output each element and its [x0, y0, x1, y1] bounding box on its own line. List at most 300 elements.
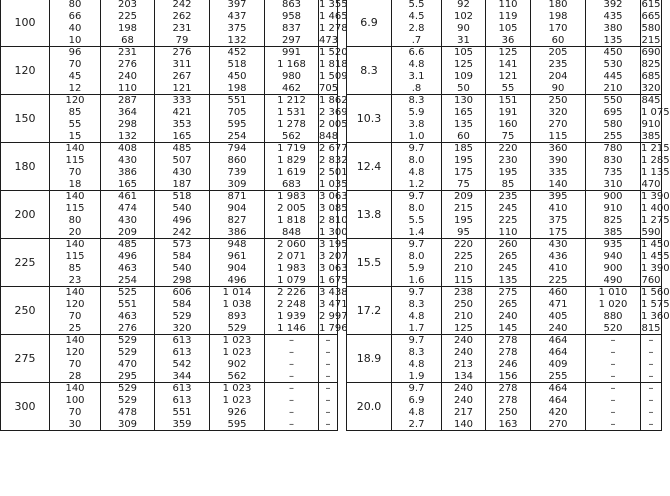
- table-cell-value: 5.9: [408, 107, 425, 118]
- table-cell-value: 690: [641, 47, 661, 58]
- table-cell-value: 276: [172, 47, 192, 58]
- table-cell-value: 462: [281, 83, 302, 94]
- table-cell-value: 485: [172, 143, 192, 154]
- table-cell-value: –: [610, 407, 616, 418]
- table-cell-value: 902: [227, 359, 247, 370]
- value-column-cell: [210, 383, 265, 431]
- table-cell-value: 3 195: [319, 239, 348, 250]
- table-cell-value: 1 829: [277, 155, 306, 166]
- table-cell-value: 408: [117, 143, 138, 154]
- table-cell-value: 385: [641, 131, 661, 142]
- table-cell-value: 695: [603, 107, 623, 118]
- table-cell-value: 863: [281, 0, 302, 10]
- table-cell-value: 375: [227, 23, 247, 34]
- value-column-cell: [442, 287, 486, 335]
- table-cell-value: 1 390: [641, 263, 670, 274]
- table-cell-value: 364: [117, 107, 138, 118]
- table-cell-value: 405: [548, 311, 568, 322]
- table-cell-value: 265: [498, 251, 518, 262]
- table-cell-value: 8.0: [408, 155, 425, 166]
- table-cell-value: 437: [227, 11, 247, 22]
- table-cell-value: –: [648, 419, 654, 430]
- table-cell-value: 215: [453, 203, 474, 214]
- table-cell-value: 562: [281, 131, 302, 142]
- left-group-row: [1, 287, 338, 335]
- value-column-cell: [50, 191, 101, 239]
- table-cell-value: 827: [227, 215, 247, 226]
- table-cell-value: 2 248: [277, 299, 306, 310]
- table-cell-value: 353: [172, 119, 192, 130]
- table-cell-value: 386: [227, 227, 247, 238]
- table-cell-value: 1 619: [277, 167, 306, 178]
- table-cell-value: 860: [227, 155, 247, 166]
- table-cell-value: 2 677: [319, 143, 348, 154]
- table-cell-value: 375: [548, 215, 568, 226]
- table-cell-value: 529: [172, 311, 192, 322]
- table-cell-value: –: [289, 407, 294, 418]
- value-column-cell: [101, 95, 155, 143]
- table-cell-value: 198: [548, 11, 568, 22]
- value-column-cell: [641, 95, 670, 143]
- value-column-cell: [210, 335, 265, 383]
- table-cell-value: 445: [603, 71, 623, 82]
- value-column-cell: [442, 143, 486, 191]
- group-label: 180: [1, 143, 50, 191]
- value-column-cell: [531, 383, 586, 431]
- value-column-cell: [486, 287, 531, 335]
- table-cell-value: 1 796: [319, 323, 348, 334]
- table-cell-value: 205: [548, 47, 568, 58]
- table-cell-value: 191: [498, 107, 518, 118]
- table-cell-value: 140: [65, 239, 85, 250]
- table-cell-value: 1 355: [319, 0, 348, 10]
- table-cell-value: 125: [453, 59, 474, 70]
- table-cell-value: 380: [603, 23, 623, 34]
- table-cell-value: 420: [548, 407, 568, 418]
- table-cell-value: –: [648, 347, 654, 358]
- value-column-cell: [319, 335, 338, 383]
- table-cell-value: 1.7: [408, 323, 425, 334]
- table-cell-value: 125: [453, 323, 474, 334]
- value-column-cell: [392, 191, 442, 239]
- value-column-cell: [392, 95, 442, 143]
- value-column-cell: [641, 143, 670, 191]
- value-column-cell: [531, 239, 586, 287]
- table-cell-value: 551: [172, 407, 192, 418]
- table-cell-value: 9.7: [408, 383, 425, 394]
- group-label: 250: [1, 287, 50, 335]
- table-cell-value: 430: [548, 239, 568, 250]
- table-cell-value: –: [648, 395, 654, 406]
- table-cell-value: –: [610, 371, 616, 382]
- value-column-cell: [442, 239, 486, 287]
- table-cell-value: –: [289, 371, 294, 382]
- table-cell-value: 9.7: [408, 335, 425, 346]
- table-cell-value: 119: [498, 11, 518, 22]
- value-column-cell: [210, 239, 265, 287]
- table-cell-value: 705: [319, 83, 339, 94]
- value-column-cell: [265, 95, 319, 143]
- table-cell-value: 2.7: [408, 419, 425, 430]
- table-cell-value: 9.7: [408, 191, 425, 202]
- table-cell-value: 298: [117, 119, 138, 130]
- value-column-cell: [155, 239, 210, 287]
- table-cell-value: 60: [457, 131, 470, 142]
- table-cell-value: 45: [68, 71, 82, 82]
- table-cell-value: 8.0: [408, 203, 425, 214]
- table-cell-value: 825: [641, 59, 661, 70]
- value-column-cell: [442, 191, 486, 239]
- table-cell-value: 9.7: [408, 143, 425, 154]
- group-label: 120: [1, 47, 50, 95]
- table-cell-value: 2 005: [277, 203, 306, 214]
- value-column-cell: [586, 191, 641, 239]
- table-cell-value: 160: [498, 119, 518, 130]
- table-cell-value: 105: [453, 47, 474, 58]
- value-column-cell: [319, 191, 348, 239]
- table-cell-value: 2 997: [319, 311, 348, 322]
- table-cell-value: 156: [498, 371, 518, 382]
- table-cell-value: 265: [498, 299, 518, 310]
- table-cell-value: –: [289, 347, 294, 358]
- table-cell-value: 910: [603, 203, 623, 214]
- table-cell-value: 213: [453, 359, 474, 370]
- table-cell-value: 240: [453, 335, 474, 346]
- table-cell-value: 386: [117, 167, 138, 178]
- table-cell-value: –: [648, 371, 654, 382]
- table-cell-value: 683: [281, 179, 302, 190]
- table-cell-value: 245: [498, 203, 518, 214]
- value-column-cell: [486, 383, 531, 431]
- value-column-cell: [50, 95, 101, 143]
- table-cell-value: 135: [453, 119, 474, 130]
- table-cell-value: 276: [117, 323, 138, 334]
- right-data-table: [346, 0, 670, 431]
- value-column-cell: [641, 191, 670, 239]
- table-cell-value: 1.6: [408, 275, 425, 286]
- table-cell-value: 520: [603, 323, 623, 334]
- table-cell-value: 225: [117, 11, 138, 22]
- table-cell-value: 333: [172, 95, 192, 106]
- table-cell-value: 209: [117, 227, 138, 238]
- table-cell-value: 471: [548, 299, 568, 310]
- table-cell-value: 1 278: [319, 23, 348, 34]
- value-column-cell: [50, 335, 101, 383]
- table-cell-value: 1 023: [222, 347, 252, 358]
- table-cell-value: 518: [172, 191, 192, 202]
- table-cell-value: 1 038: [222, 299, 252, 310]
- table-cell-value: 1 560: [641, 287, 670, 298]
- table-cell-value: 5.9: [408, 263, 425, 274]
- table-cell-value: –: [648, 335, 654, 346]
- table-cell-value: 780: [603, 143, 623, 154]
- value-column-cell: [155, 383, 210, 431]
- table-cell-value: 140: [453, 419, 474, 430]
- table-cell-value: 120: [65, 347, 85, 358]
- table-cell-value: 70: [68, 167, 82, 178]
- group-label: 300: [1, 383, 50, 431]
- value-column-cell: [50, 287, 101, 335]
- value-column-cell: [101, 191, 155, 239]
- table-cell-value: 297: [281, 35, 302, 46]
- table-cell-value: 1 983: [277, 263, 306, 274]
- table-cell-value: 613: [172, 383, 192, 394]
- table-cell-value: 287: [117, 95, 138, 106]
- table-cell-value: 110: [498, 227, 518, 238]
- table-cell-value: 240: [453, 347, 474, 358]
- table-cell-value: 496: [117, 251, 138, 262]
- table-cell-value: 217: [453, 407, 474, 418]
- table-cell-value: 4.8: [408, 311, 425, 322]
- value-column-cell: [486, 191, 531, 239]
- table-cell-value: 85: [501, 179, 515, 190]
- table-cell-value: 580: [603, 119, 623, 130]
- table-cell-value: 9.7: [408, 239, 425, 250]
- table-cell-value: 115: [453, 275, 474, 286]
- table-cell-value: 450: [227, 71, 247, 82]
- right-group-row: [347, 383, 662, 431]
- table-cell-value: 240: [453, 383, 474, 394]
- table-cell-value: 837: [281, 23, 302, 34]
- table-cell-value: 109: [453, 71, 474, 82]
- table-cell-value: –: [648, 359, 654, 370]
- table-cell-value: 3.8: [408, 119, 425, 130]
- value-column-cell: [641, 287, 670, 335]
- table-cell-value: 198: [227, 83, 247, 94]
- table-cell-value: 542: [172, 359, 192, 370]
- table-cell-value: 613: [172, 347, 192, 358]
- table-cell-value: 392: [603, 0, 623, 10]
- table-cell-value: 270: [548, 419, 568, 430]
- table-cell-value: 460: [548, 287, 568, 298]
- table-cell-value: 529: [227, 323, 247, 334]
- table-cell-value: 1 075: [641, 107, 670, 118]
- table-cell-value: 705: [227, 107, 247, 118]
- value-column-cell: [101, 383, 155, 431]
- table-cell-value: 110: [117, 83, 138, 94]
- table-cell-value: 170: [548, 23, 568, 34]
- table-cell-value: 385: [603, 227, 623, 238]
- table-cell-value: 496: [227, 275, 247, 286]
- table-cell-value: 529: [117, 395, 138, 406]
- table-cell-value: 409: [548, 359, 568, 370]
- left-group-row: [1, 47, 338, 95]
- table-cell-value: 948: [227, 239, 247, 250]
- table-cell-value: 130: [453, 95, 474, 106]
- table-cell-value: 309: [117, 419, 138, 430]
- table-cell-value: –: [325, 347, 331, 358]
- table-cell-value: 210: [603, 83, 623, 94]
- table-cell-value: .7: [411, 35, 422, 46]
- table-cell-value: 3 085: [319, 203, 348, 214]
- table-cell-value: –: [325, 383, 331, 394]
- value-column-cell: [586, 95, 641, 143]
- table-cell-value: 525: [117, 287, 138, 298]
- table-cell-value: 1 168: [277, 59, 306, 70]
- table-cell-value: 210: [453, 263, 474, 274]
- table-cell-value: 940: [603, 251, 623, 262]
- table-cell-value: 250: [498, 407, 518, 418]
- table-cell-value: –: [325, 371, 331, 382]
- table-cell-value: 140: [65, 191, 85, 202]
- group-label: 275: [1, 335, 50, 383]
- table-cell-value: 470: [117, 359, 138, 370]
- table-cell-value: –: [325, 335, 331, 346]
- value-column-cell: [319, 0, 348, 47]
- left-group-row: [1, 95, 338, 143]
- value-column-cell: [392, 335, 442, 383]
- value-column-cell: [442, 383, 486, 431]
- table-cell-value: –: [289, 359, 294, 370]
- table-cell-value: 665: [641, 11, 661, 22]
- table-cell-value: 28: [68, 371, 82, 382]
- table-cell-value: 96: [68, 47, 82, 58]
- table-cell-value: 904: [227, 203, 247, 214]
- table-cell-value: 90: [457, 23, 470, 34]
- table-cell-value: 134: [453, 371, 474, 382]
- table-cell-value: 518: [227, 59, 247, 70]
- table-cell-value: –: [289, 419, 294, 430]
- table-cell-value: –: [289, 335, 294, 346]
- table-cell-value: 4.8: [408, 359, 425, 370]
- table-cell-value: 496: [172, 215, 192, 226]
- table-cell-value: 474: [117, 203, 138, 214]
- value-column-cell: [392, 0, 442, 47]
- value-column-cell: [531, 287, 586, 335]
- table-cell-value: 961: [227, 251, 247, 262]
- table-cell-value: 80: [68, 0, 82, 10]
- table-cell-value: 1 390: [641, 191, 670, 202]
- table-cell-value: 250: [453, 299, 474, 310]
- table-cell-value: 2 501: [319, 167, 348, 178]
- value-column-cell: [210, 47, 265, 95]
- table-cell-value: 225: [548, 275, 568, 286]
- left-group-row: [1, 239, 338, 287]
- value-column-cell: [392, 143, 442, 191]
- left-group-row: [1, 143, 338, 191]
- table-cell-value: 540: [172, 203, 192, 214]
- table-cell-value: 1.9: [408, 371, 425, 382]
- group-label: 18.9: [347, 335, 392, 383]
- table-cell-value: 195: [453, 215, 474, 226]
- value-column-cell: [641, 0, 662, 47]
- value-column-cell: [531, 0, 586, 47]
- table-cell-value: 410: [548, 263, 568, 274]
- table-cell-value: 1 014: [222, 287, 252, 298]
- table-cell-value: 562: [227, 371, 247, 382]
- table-cell-value: 115: [65, 251, 85, 262]
- table-cell-value: 262: [172, 11, 192, 22]
- value-column-cell: [486, 335, 531, 383]
- table-cell-value: 1 455: [641, 251, 670, 262]
- value-column-cell: [486, 0, 531, 47]
- table-cell-value: 1 818: [319, 59, 348, 70]
- table-cell-value: 40: [68, 23, 82, 34]
- table-cell-value: 132: [117, 131, 138, 142]
- table-cell-value: 1.4: [408, 227, 425, 238]
- table-cell-value: 880: [603, 311, 623, 322]
- table-cell-value: 1 531: [277, 107, 306, 118]
- table-cell-value: 295: [117, 371, 138, 382]
- table-cell-value: 1 575: [641, 299, 670, 310]
- table-cell-value: 980: [281, 71, 302, 82]
- table-cell-value: 8.3: [408, 299, 425, 310]
- table-cell-value: 613: [172, 395, 192, 406]
- table-cell-value: 452: [227, 47, 247, 58]
- table-cell-value: 904: [227, 263, 247, 274]
- table-cell-value: 3 438: [319, 287, 348, 298]
- table-cell-value: 359: [172, 419, 192, 430]
- table-cell-value: 195: [453, 155, 474, 166]
- table-cell-value: 75: [457, 179, 470, 190]
- table-cell-value: 794: [227, 143, 247, 154]
- table-cell-value: 848: [281, 227, 302, 238]
- table-cell-value: 3.1: [408, 71, 425, 82]
- table-cell-value: 464: [548, 395, 568, 406]
- right-table-body: [347, 0, 670, 431]
- value-column-cell: [531, 47, 586, 95]
- table-cell-value: 2 832: [319, 155, 348, 166]
- table-cell-value: –: [610, 395, 616, 406]
- value-column-cell: [486, 47, 531, 95]
- value-column-cell: [265, 335, 319, 383]
- table-cell-value: 464: [548, 347, 568, 358]
- table-cell-value: 1 360: [641, 311, 670, 322]
- table-cell-value: 320: [641, 83, 661, 94]
- table-cell-value: 430: [117, 215, 138, 226]
- table-cell-value: 8.3: [408, 347, 425, 358]
- table-cell-value: 1 983: [277, 191, 306, 202]
- table-cell-value: 430: [172, 167, 192, 178]
- value-column-cell: [319, 47, 348, 95]
- table-cell-value: 1 079: [277, 275, 306, 286]
- value-column-cell: [155, 287, 210, 335]
- right-group-row: [347, 143, 662, 191]
- value-column-cell: [641, 47, 662, 95]
- group-label: 17.2: [347, 287, 392, 335]
- table-cell-value: 68: [121, 35, 134, 46]
- table-cell-value: 590: [641, 227, 661, 238]
- table-cell-value: 461: [117, 191, 138, 202]
- table-cell-value: 270: [548, 119, 568, 130]
- table-cell-value: 20: [68, 227, 82, 238]
- table-cell-value: –: [648, 383, 654, 394]
- value-column-cell: [155, 95, 210, 143]
- right-group-row: [347, 95, 662, 143]
- table-cell-value: 110: [498, 0, 518, 10]
- table-cell-value: 893: [227, 311, 247, 322]
- value-column-cell: [155, 47, 210, 95]
- table-cell-value: 3 207: [319, 251, 348, 262]
- table-cell-value: 3 471: [319, 299, 348, 310]
- value-column-cell: [641, 335, 662, 383]
- table-cell-value: 145: [498, 323, 518, 334]
- table-cell-value: 320: [172, 323, 192, 334]
- left-table-body: [1, 0, 348, 431]
- table-cell-value: 530: [603, 59, 623, 70]
- table-cell-value: 121: [498, 71, 518, 82]
- table-cell-value: 1 675: [319, 275, 348, 286]
- table-cell-value: 584: [172, 251, 192, 262]
- table-cell-value: 254: [117, 275, 138, 286]
- table-cell-value: 70: [68, 311, 82, 322]
- table-cell-value: 240: [117, 71, 138, 82]
- table-cell-value: 550: [603, 95, 623, 106]
- table-cell-value: 845: [641, 95, 661, 106]
- table-cell-value: 1 135: [641, 167, 670, 178]
- table-cell-value: 50: [457, 83, 470, 94]
- value-column-cell: [50, 47, 101, 95]
